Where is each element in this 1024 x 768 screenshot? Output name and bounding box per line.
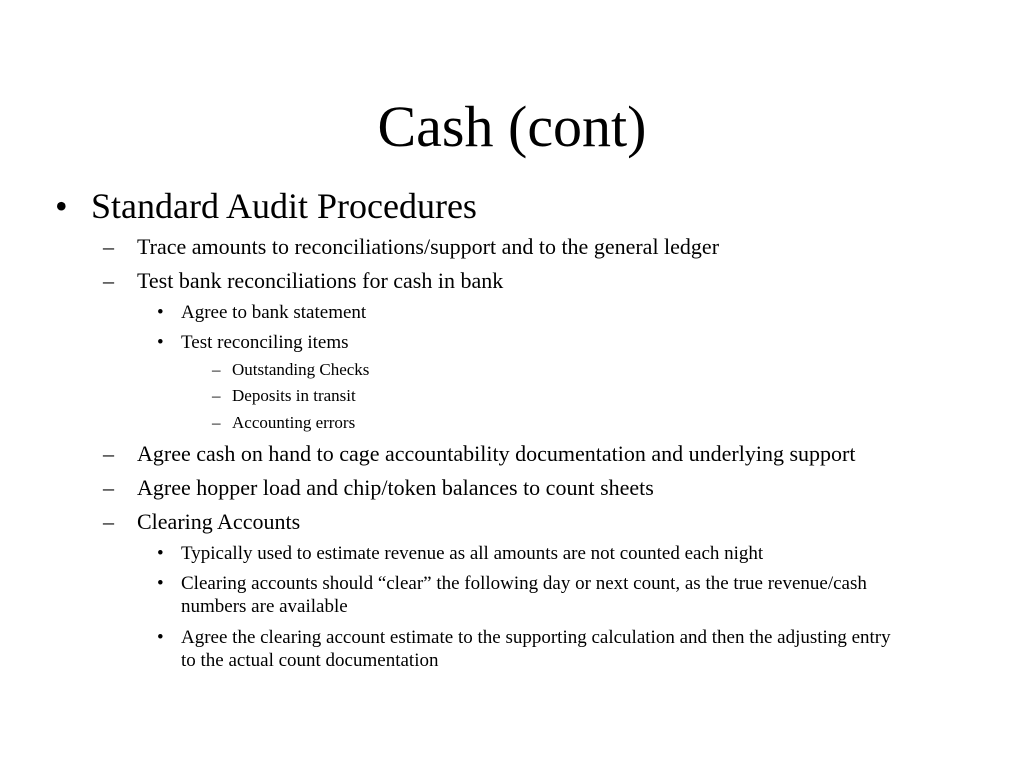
bullet-marker: • xyxy=(157,332,164,353)
bullet-marker: • xyxy=(157,573,164,594)
dash-marker: – xyxy=(212,413,221,432)
bullet-marker: • xyxy=(157,627,164,648)
list-item-clearing: Clearing Accounts xyxy=(137,509,301,534)
list-item-deposits: Deposits in transit xyxy=(232,386,356,405)
list-item-test-bank: Test bank reconciliations for cash in bank xyxy=(137,268,504,293)
list-item-agree-cash: Agree cash on hand to cage accountability documentation and underlying support xyxy=(137,441,856,466)
list-item-clearing-should: Clearing accounts should “clear” the following day or next count, as the true revenue/cash numbers are available xyxy=(181,573,867,617)
list-item-agree-estimate: Agree the clearing account estimate to the supporting calculation and then the adjusting entry to the actual count documentation xyxy=(181,627,891,671)
dash-marker: – xyxy=(103,268,114,293)
section-heading: Standard Audit Procedures xyxy=(91,186,477,226)
dash-marker: – xyxy=(103,234,114,259)
list-item-trace: Trace amounts to reconciliations/support and to the general ledger xyxy=(137,234,720,259)
bullet-marker: • xyxy=(55,186,68,226)
dash-marker: – xyxy=(103,509,114,534)
list-item-outstanding: Outstanding Checks xyxy=(232,360,370,379)
bullet-marker: • xyxy=(157,543,164,564)
bullet-marker: • xyxy=(157,302,164,323)
list-item-errors: Accounting errors xyxy=(232,413,356,432)
list-item-agree-hopper: Agree hopper load and chip/token balances to count sheets xyxy=(137,475,654,500)
dash-marker: – xyxy=(103,441,114,466)
list-item-typically: Typically used to estimate revenue as all amounts are not counted each night xyxy=(181,543,764,564)
list-item-agree-bank: Agree to bank statement xyxy=(181,302,367,323)
dash-marker: – xyxy=(212,360,221,379)
slide-title: Cash (cont) xyxy=(377,94,647,159)
dash-marker: – xyxy=(212,386,221,405)
dash-marker: – xyxy=(103,475,114,500)
list-item-test-reconciling: Test reconciling items xyxy=(181,332,349,353)
